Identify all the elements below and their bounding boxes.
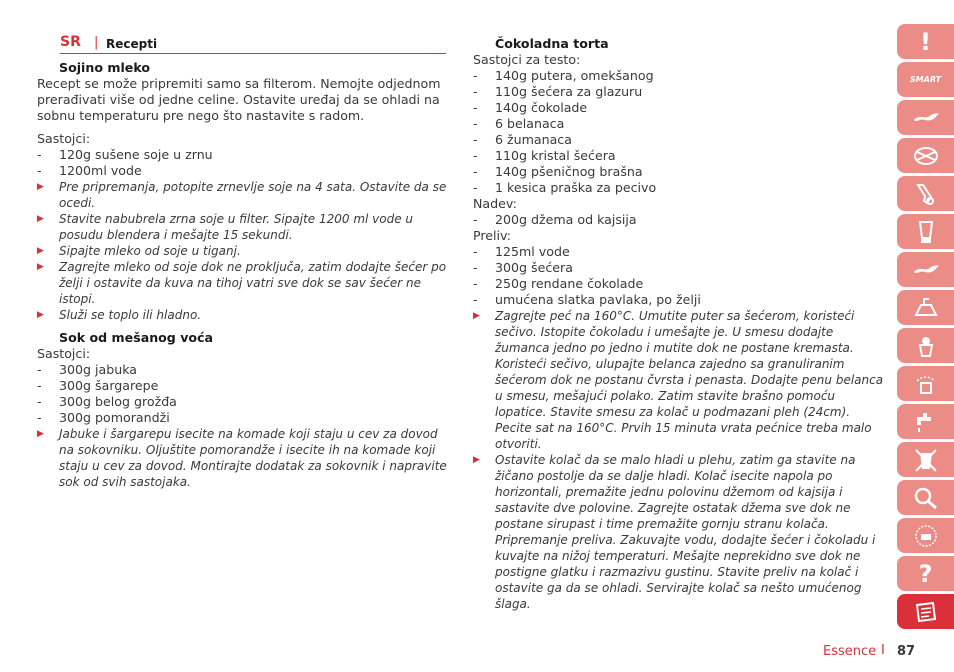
tab-slicer[interactable] — [897, 252, 954, 287]
page-footer — [823, 643, 916, 659]
tab-hand-blender[interactable] — [897, 176, 954, 211]
list-item: - 110g kristal šećera — [473, 148, 616, 163]
storage-icon — [911, 371, 941, 397]
list-item: - 1200ml vode — [37, 163, 142, 178]
list-item: - 6 žumanaca — [473, 132, 572, 147]
filling-label: Nadev: — [473, 196, 517, 211]
language-code: SR — [60, 34, 81, 50]
blender-jug-icon — [911, 219, 941, 245]
list-item: - umućena slatka pavlaka, po želji — [473, 292, 701, 307]
page-header — [60, 34, 446, 54]
arrow-bullet-icon: ▶ — [37, 214, 44, 224]
section-title: Recepti — [106, 37, 158, 51]
ingredients-label: Sastojci: — [37, 131, 91, 146]
tap-icon — [911, 409, 941, 435]
tab-cleaning[interactable] — [897, 404, 954, 439]
tab-warranty[interactable] — [897, 518, 954, 553]
crossed-bin-icon — [911, 447, 941, 473]
list-item: - 125ml vode — [473, 244, 570, 259]
arrow-bullet-icon: ▶ — [473, 455, 480, 465]
tab-smart-control[interactable] — [897, 62, 954, 97]
page-number: 87 — [897, 644, 916, 659]
tab-grater[interactable] — [897, 290, 954, 325]
recipe-title-soy-milk: Sojino mleko — [59, 60, 151, 75]
slicer-blade-icon — [911, 257, 941, 283]
recipe-step: ▶ Pre pripremanja, potopite zrnevlje soje na 4 sata. Ostavite da se ocedi. — [37, 180, 447, 210]
tab-blender-jug[interactable] — [897, 214, 954, 249]
arrow-bullet-icon: ▶ — [37, 182, 44, 192]
recipe-step: ▶ Služi se toplo ili hladno. — [37, 308, 202, 322]
list-item: - 140g putera, omekšanog — [473, 68, 654, 83]
magnifier-icon — [911, 485, 941, 511]
right-column — [473, 36, 885, 612]
warranty-seal-icon — [911, 523, 941, 549]
icing-label: Preliv: — [473, 228, 512, 243]
question-icon: ? — [918, 559, 933, 588]
arrow-bullet-icon: ▶ — [37, 310, 44, 320]
list-item: - 140g čokolade — [473, 100, 588, 115]
list-item: - 1 kesica praška za pecivo — [473, 180, 657, 195]
tab-troubleshooting[interactable] — [897, 480, 954, 515]
list-item: - 6 belanaca — [473, 116, 565, 131]
arrow-bullet-icon: ▶ — [473, 311, 480, 321]
tab-disposal[interactable] — [897, 442, 954, 477]
tab-storage[interactable] — [897, 366, 954, 401]
list-item: - 250g rendane čokolade — [473, 276, 644, 291]
list-item: - 140g pšeničnog brašna — [473, 164, 643, 179]
recipe-title-juice: Sok od mešanog voća — [59, 330, 214, 345]
whisk-icon — [911, 143, 941, 169]
tab-whisk[interactable] — [897, 138, 954, 173]
left-column — [37, 60, 447, 490]
recipe-step: ▶ Zagrejte mleko od soje dok ne proključa, zatim dodajte šećer po želji i ostavite da kuva na tihoj vatri sve dok se sav šećer ne istopi. — [37, 260, 447, 306]
arrow-bullet-icon: ▶ — [37, 262, 44, 272]
header-separator: | — [94, 35, 99, 50]
list-item: - 110g šećera za glazuru — [473, 84, 643, 99]
arrow-bullet-icon: ▶ — [37, 246, 44, 256]
list-item: - 300g šargarepe — [37, 378, 159, 393]
recipe-step: ▶ Stavite nabubrela zrna soje u filter. Sipajte 1200 ml vode u posudu blendera i mešajte 15 sekundi. — [37, 212, 414, 242]
tab-safety[interactable] — [897, 24, 954, 59]
brand-name: Essence — [823, 644, 877, 659]
recipe-step: ▶ Zagrejte peć na 160°C. Umutite puter sa šećerom, koristeći sečivo. Istopite čokoladu i umešajte je. U smesu dodajte žumanca jedno po jedno i mutite dok ne postane kremasta. Koristeći sečivo, ulupajte belanca zajedno sa granuliranim šećerom dok ne postanu čvrsta i penasta. Dodajte penu belanca u smesu, mešajući polako. Zatim stavite brašno pomoću lopatice. Stavite smesu za kolač u podmazani pleh (24cm). Pecite sat na 160°C. Prvih 15 minuta vrata pećnice treba malo otvoriti. — [473, 309, 884, 451]
smart-logo-icon: SMART — [909, 75, 942, 84]
list-item: - 300g pomorandži — [37, 410, 170, 425]
recipe-title-cake: Čokoladna torta — [495, 36, 609, 51]
footer-separator: I — [881, 643, 885, 658]
recipe-step: ▶ Jabuke i šargarepu isecite na komade koji staju u cev za dovod na sokovniku. Oljuštite pomorandže i isecite ih na komade koji staju u cev za dovod. Montirajte dodatak za sokovnik i napravite sok od svih sastojaka. — [37, 427, 447, 489]
tab-faq[interactable] — [897, 556, 954, 591]
arrow-bullet-icon: ▶ — [37, 429, 44, 439]
tab-recipes[interactable] — [897, 594, 954, 629]
list-item: - 200g džema od kajsija — [473, 212, 637, 227]
recipe-step: ▶ Sipajte mleko od soje u tiganj. — [37, 244, 241, 258]
exclamation-icon: ! — [920, 27, 931, 56]
recipe-book-icon — [911, 599, 941, 625]
dough-label: Sastojci za testo: — [473, 52, 581, 67]
list-item: - 120g sušene soje u zrnu — [37, 147, 213, 162]
juicer-icon — [911, 333, 941, 359]
grater-icon — [911, 295, 941, 321]
recipe-intro: Recept se može pripremiti samo sa filterom. Nemojte odjednom prerađivati više od jedne celine. Ostavite uređaj da se ohladi na sobnu temperaturu pre nego što nastavite s radom. — [37, 76, 441, 123]
list-item: - 300g belog grožđa — [37, 394, 177, 409]
tab-blade[interactable] — [897, 100, 954, 135]
tab-juicer[interactable] — [897, 328, 954, 363]
recipe-step: ▶ Ostavite kolač da se malo hladi u plehu, zatim ga stavite na žičano postolje da se dalje hladi. Kolač isecite napola po horizontali, premažite jednu polovinu džemom od kajsija i sastavite dve polovine. Zagrejte ostatak džema sve dok ne postane sirupast i time premažite gornju stranu kolača. Pripremanje preliva. Zakuvajte vodu, dodajte šećer i čokoladu i kuvajte na nižoj temperaturi. Mešajte neprekidno sve dok ne postigne glatku i razmazivu gustinu. Stavite preliv na kolač i ostavite ga da se ohladi. Servirajte kolač sa nešto umućenog šlaga. — [473, 453, 876, 611]
ingredients-label: Sastojci: — [37, 346, 91, 361]
list-item: - 300g šećera — [473, 260, 573, 275]
blade-icon — [911, 105, 941, 131]
list-item: - 300g jabuka — [37, 362, 138, 377]
hand-blender-icon — [911, 181, 941, 207]
